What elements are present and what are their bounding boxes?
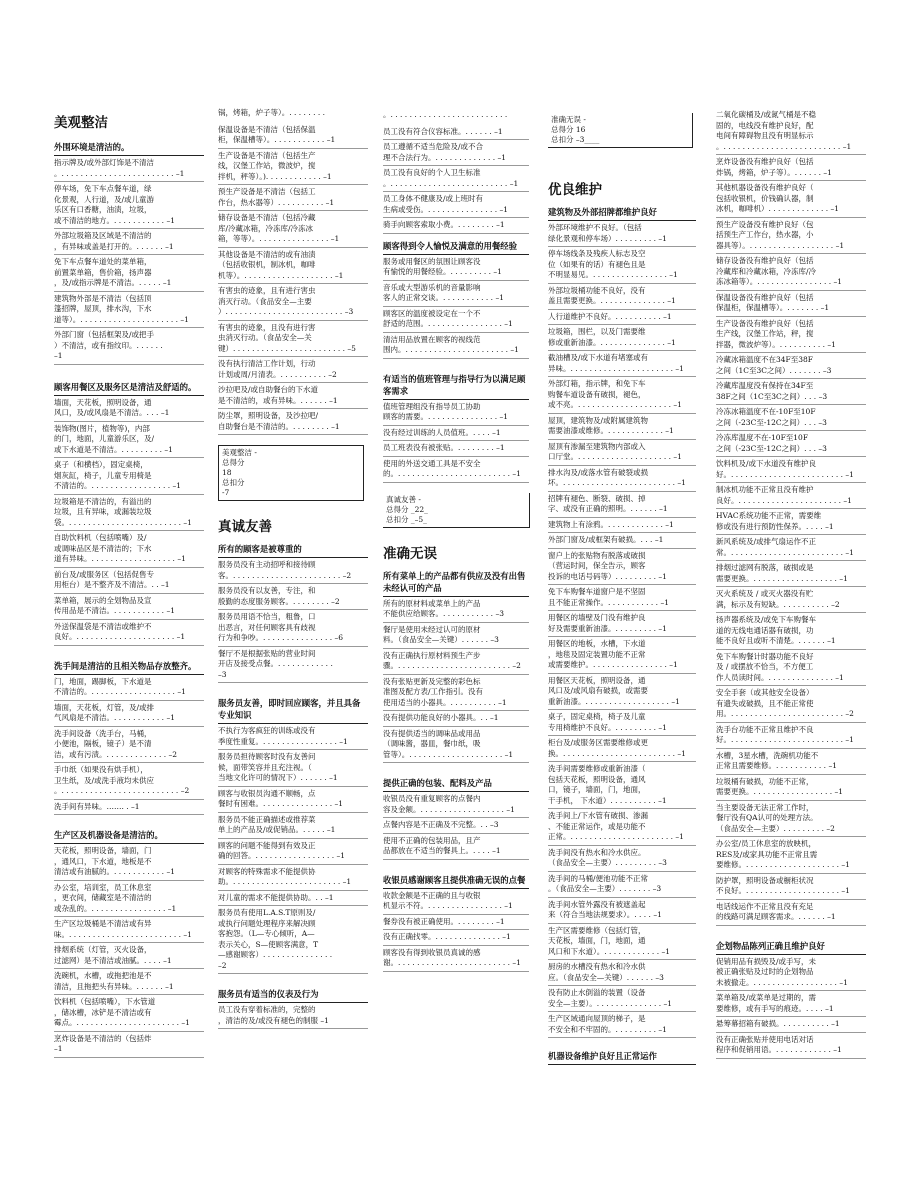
checklist-item: 顾客没有得到收银员真诚的感 谢。. . . . . . . . . . . . . . . . . . . . . . . . –1 — [383, 946, 529, 972]
subsection-heading: 企划物品陈列正确且维护良好 — [716, 940, 866, 955]
subsection-heading: 洗手间是清洁的且相关物品存放整齐。 — [54, 660, 204, 675]
subsection-heading: 所有菜单上的产品都有供应及没有出售未经认可的产品 — [383, 570, 529, 597]
checklist-item: 灭火系统及 / 或灭火器没有贮 满，标示及有短缺。. . . . . . . . . . –2 — [716, 587, 866, 613]
checklist-item: 没有张贴更新及完整的彩色标 准图及配方表/工作指引。没有 使用适当的小器具。. . . . . . . . . . –1 — [383, 675, 529, 712]
checklist-item: 人行道维护不良好。. . . . . . . . . . –1 — [548, 310, 696, 326]
checklist-item: 垃圾箱是不清洁的，有溢出的 垃圾，且有异味，或漏装垃圾 袋。. . . . . . . . . . . . . . . . . . . . . . . . –1 — [54, 495, 204, 532]
subsection-heading: 建筑物及外部招牌都维护良好 — [548, 206, 696, 221]
checklist-item: 使用不正确的包装用品，且产 品都放在不适当的餐具上。. . . . –1 — [383, 834, 529, 860]
checklist-item: 没有防止水倒溢的装置（设备 安全—主要）。. . . . . . . . . . . . . . –1 — [548, 986, 696, 1012]
column-4 — [548, 0, 696, 1065]
checklist-item: 冷藏库温度没有保持在34F至 38F之间（1C至3C之间）. . . –3 — [716, 379, 866, 405]
checklist-item: 洗手间有异味。……. . –1 — [54, 800, 204, 816]
item-list — [218, 1003, 368, 1029]
checklist-item: 生产区垃圾桶是不清洁或有异 味。. . . . . . . . . . . . . . . . . . . . . . . . –1 — [54, 917, 204, 943]
continued-text: 锅，烤箱，炉子等）。. . . . . . . . — [218, 108, 326, 117]
checklist-item: 防护罩，照明设备或橱柜状况 不良好。. . . . . . . . . . . . . . . . . . . . –1 — [716, 874, 866, 900]
item-list — [54, 844, 204, 1058]
item-list — [383, 792, 529, 860]
item-list — [383, 597, 529, 764]
checklist-item: 屋顶，建筑物及/或附属建筑物 需要油漆或维修。. . . . . . . . . . . . –1 — [548, 414, 696, 440]
checklist-item: 柜台及/或服务区需要维修或更 换。. . . . . . . . . . . . . . . . . . . . . . . . –1 — [548, 736, 696, 762]
checklist-item: 外部门窗及/或框架有破损。. . . –1 — [548, 533, 696, 549]
checklist-item: 排水沟及/或落水管有破裂或损 坏。. . . . . . . . . . . . . . . . . . . . . . . . –1 — [548, 466, 696, 492]
checklist-item: 外部灯箱，指示牌，和免下车 购餐车道设备有破损，褪色， 或不亮。. . . . . . . . . . . . . . . . . . . . –1 — [548, 377, 696, 414]
checklist-item: 洗手间水管外露没有被遮盖起 来（符合当地法规要求）。. . . . –1 — [548, 898, 696, 924]
checklist-item: 安全手套（或其他安全设备） 有遗失或破损，且不能正常使 用。. . . . . . . . . . . . . . . . . . . . . . . . –2 — [716, 686, 866, 723]
checklist-item: 餐厅不是根据张贴的营业时间 开店及接受点餐。. . . . . . . . . . . . –3 — [218, 647, 368, 684]
checklist-item: 免下车购餐计时器功能不良好 及 / 或摆放不恰当，不方便工 作人员读时间。. . . . . . . . . . . . . . –1 — [716, 650, 866, 687]
item-list — [383, 889, 529, 972]
checklist-item: 点餐内容是不正确及不完整。. . –3 — [383, 818, 529, 834]
checklist-item: 招牌有褪色、断裂、破损、掉 字、或没有正确的照明。. . . . . . –1 — [548, 492, 696, 518]
checklist-item: 垃圾箱，围栏，以及门需要维 修或重新油漆。. . . . . . . . . . . . . . –1 — [548, 325, 696, 351]
checklist-item: 对儿童的需求不能提供协助。. . –1 — [218, 891, 368, 907]
item-list — [54, 675, 204, 816]
checklist-item: 不执行为客疯狂的训练或没有 季度性重复。. . . . . . . . . . . . . . . . –1 — [218, 724, 368, 750]
section-title-appearance: 美观整洁 — [54, 115, 108, 131]
checklist-item: 没有正确张贴并使用电话对话 程序和促销用语。. . . . . . . . . . . . –1 — [716, 1033, 866, 1059]
checklist-item: 冷冻冰箱温度不在-10F至10F 之间（-23C至-12C之间）. . . –3 — [716, 405, 866, 431]
checklist-item: 免下车点餐车道处的菜单箱， 前置菜单箱，售价箱，扬声器 ，及/或指示牌是不清洁。. . . . . –1 — [54, 255, 204, 292]
checklist-item: 服务员没有主动招呼和接待顾 客。. . . . . . . . . . . . . . . . . . . . . . . –2 — [218, 558, 368, 584]
checklist-item: 使用的外送交通工具是不安全 的。. . . . . . . . . . . . . . . . . . . . . . . . –1 — [383, 457, 529, 483]
item-list — [218, 558, 368, 683]
column-3 — [383, 0, 529, 972]
checklist-item: 手巾纸（如果没有烘手机）， 卫生纸，及/或洗手液均未供应 。. . . . . . . . . . . . . . . . . . . . . . . . . –2 — [54, 763, 204, 800]
checklist-item: 前台及/或服务区（包括促售专 用柜台）是不整齐及不清洁。. . –1 — [54, 568, 204, 594]
checklist-item: 天花板，照明设备，墙面，门 ，通风口，下水道，地板是不 清洁或有油腻的。. . . . . . . . . . . –1 — [54, 844, 204, 881]
checklist-item: 其他机器设备没有维护良好（ 包括收银机，价钱确认器，制 冰机，咖啡机）. . . . . . . . . . . . . –1 — [716, 181, 866, 218]
checklist-item: 促销用品有损毁及/或手写，未 被正确张贴及过时的企划物品 未被撤走。. . . . . . . . . . . . . . . . . . –1 — [716, 955, 866, 992]
checklist-item: 收款金额是不正确的且与收银 机显示不符。. . . . . . . . . . . . . . . . –1 — [383, 889, 529, 915]
checklist-item: 指示牌及/或外部灯饰是不清洁 。. . . . . . . . . . . . . . . . . . . . . . . . –1 — [54, 156, 204, 182]
checklist-item: 电话线运作不正常且没有充足 的线路可满足顾客需求。. . . . . . –1 — [716, 900, 866, 926]
checklist-item: 值班管理组没有指导员工协助 顾客的需要。. . . . . . . . . . . . . . . –1 — [383, 400, 529, 426]
checklist-item: 洗手间设备（洗手台，马桶， 小便池，隔板，镜子）是不清 洁，或有污渍。. . . . . . . . . . . . . –2 — [54, 727, 204, 764]
checklist-item: 装饰物(图片，植物等)，内部 的门，地面，儿童游乐区，及/ 或下水道是不清洁。. . . . . . . . . –1 — [54, 422, 204, 459]
item-list — [54, 396, 204, 646]
score-box: 准确无误 - 总得分 16 总扣分 –3____ — [548, 113, 693, 148]
checklist-item: 顾客的问题不能得到有效及正 确的回答。. . . . . . . . . . . . . . . . . –1 — [218, 839, 368, 865]
checklist-item: 服务员没有以友善，专注，和 殷勤的态度服务顾客。. . . . . . . . –2 — [218, 584, 368, 610]
checklist-item: 保温设备是不清洁（包括保温 柜，保温槽等）。. . . . . . . . . . . –1 — [218, 123, 368, 149]
checklist-item: 骑手向顾客索取小费。. . . . . . . . –1 — [383, 218, 529, 234]
checklist-item: 服务员有使用L.A.S.T原则及/ 或执行问题处理程序来解决顾 客抱怨。（L—专心倾听，A— 表示关心，S—使顾客满意，T —感谢顾客）. . . . . . . . . . . . . . . –2 — [218, 906, 368, 974]
checklist-item: 洗手间需要维修或重新油漆（ 包括天花板，照明设备，通风 口，镜子，墙面，门，地面， 干手机， 下水道）. . . . . . . . . . –1 — [548, 762, 696, 809]
checklist-item: 门，地面，踢脚板，下水道是 不清洁的。. . . . . . . . . . . . . . . . . . –1 — [54, 675, 204, 701]
subsection-heading: 外围环境是清洁的。 — [54, 141, 204, 156]
checklist-item: 冷冻库温度不在-10F至10F 之间（-23C至-12C之间）. . . –3 — [716, 431, 866, 457]
checklist-item: 生产区需要维修（包括灯管， 天花板，墙面，门，地面，通 风口和下水道）。. . . . . . . . . . . . –1 — [548, 924, 696, 961]
section-title-friendly: 真诚友善 — [218, 519, 272, 535]
checklist-item: 洗手间没有热水和冷水供应。 （食品安全—主要）. . . . . . . . . –3 — [548, 846, 696, 872]
checklist-item: 预生产设备没有维护良好（包 括预生产工作台，热水器，小 器具等）。. . . . . . . . . . . . . . . . . . –1 — [716, 218, 866, 255]
subsection-heading: 顾客得到令人愉悦及满意的用餐经验 — [383, 240, 529, 255]
item-list — [218, 123, 368, 436]
checklist-item: 垃圾桶有破损，功能不正常， 需要更换。. . . . . . . . . . . . . . . . . –1 — [716, 775, 866, 801]
subsection-heading: 机器设备维护良好且正常运作 — [548, 1050, 696, 1065]
checklist-item: 建筑物外部是不清洁（包括顶 篷招牌，屋顶，排水沟，下水 道等）。. . . . . . . . . . . . . . . . . . . . . –1 — [54, 292, 204, 329]
checklist-item: 员工遵循不适当危险及/或不合 理不合法行为。. . . . . . . . . . . . . –1 — [383, 140, 529, 166]
checklist-item: 顾客与收银员沟通不顺畅，点 餐时有困难。. . . . . . . . . . . . . . . –1 — [218, 787, 368, 813]
checklist-item: 外部门窗（包括框架及/或把手 ）不清洁，或有指纹印。. . . . . . –1 — [54, 328, 204, 365]
subsection-heading: 服务员友善，即时回应顾客，并且具备专业知识 — [218, 697, 368, 724]
checklist-item: 建筑物上有涂鸦。. . . . . . . . . . . . –1 — [548, 518, 696, 534]
checklist-item: 用餐区的墙壁及门没有维护良 好及需要重新油漆。. . . . . . . . . –1 — [548, 611, 696, 637]
item-list — [383, 255, 529, 359]
score-box: 真诚友善 - 总得分 _22_ 总扣分 _–5_ — [383, 493, 530, 528]
subsection-heading: 有适当的值班管理与指导行为以满足顾客需求 — [383, 373, 529, 400]
checklist-item: 有害虫的迹象，且没有进行害 虫消灭行动。（食品安全—关 键）. . . . . . . . . . . . . . . . . . . . . . . . –5 — [218, 321, 368, 358]
section-title-accuracy: 准确无误 — [383, 545, 437, 562]
checklist-item: 其他设备是不清洁的或有油渍 （包括收银机，制冰机，咖啡 机等）。. . . . . . . . . . . . . . . . . . . –1 — [218, 248, 368, 285]
checklist-item: 没有正确执行原材料预生产步 骤。. . . . . . . . . . . . . . . . . . . . . . . . –2 — [383, 649, 529, 675]
checklist-item: 洗手间上/下水管有破损、渗漏 、不能正常运作，或是功能不 正常。. . . . . . . . . . . . . . . . . . . . . . –1 — [548, 809, 696, 846]
checklist-item: 储存设备是不清洁（包括冷藏 库/冷藏冰箱，冷冻库/冷冻冰 箱，等等）。. . . . . . . . . . . . . . . –1 — [218, 211, 368, 248]
item-list — [54, 156, 204, 365]
checklist-item: 餐券没有被正确使用。. . . . . . . . –1 — [383, 915, 529, 931]
checklist-item: 保温设备没有维护良好（包括 保温柜，保温槽等）。. . . . . . . –1 — [716, 291, 866, 317]
checklist-item: 储存设备没有维护良好（包括 冷藏库和冷藏冰箱，冷冻库/冷 冻冰箱等）。. . . . . . . . . . . . . . . . –1 — [716, 254, 866, 291]
item-list — [383, 400, 529, 483]
item-list — [716, 955, 866, 1059]
checklist-item: 办公室，培训室，员工休息室 ，更衣间，储藏室是不清洁的 或杂乱的。. . . . . . . . . . . . . . . . –1 — [54, 881, 204, 918]
checklist-item: 饮料机及/或下水道没有维护良 好。. . . . . . . . . . . . . . . . . . . . . . . . –1 — [716, 457, 866, 483]
checklist-item: 办公室/员工休息室的放映机， RES及/或家具功能不正常且需 要维修。. . . . . . . . . . . . . . . . . . . . –1 — [716, 837, 866, 874]
column-5 — [716, 0, 866, 1059]
checklist-item: 没有执行清洁工作计划，行动 计划或周/月清表。. . . . . . . . . . –2 — [218, 357, 368, 383]
subsection-heading: 服务员有适当的仪表及行为 — [218, 988, 368, 1003]
item-list — [383, 125, 529, 234]
item-list — [218, 724, 368, 974]
checklist-item: 外部垃圾桶功能不良好，没有 盖且需要更换。. . . . . . . . . . . . . . –1 — [548, 284, 696, 310]
checklist-item: 厨房的水槽没有热水和冷水供 应。（食品安全—关键）. . . . . . –3 — [548, 960, 696, 986]
checklist-item: 窗户上的张贴物有脱落或破损 （营运时间，保全告示，顾客 投诉的电话号码等）. . . . . . . . . –1 — [548, 549, 696, 586]
section-title-maintenance: 优良维护 — [548, 182, 602, 198]
checklist-item: 冷藏冰箱温度不在34F至38F 之间（1C至3C之间）. . . . . . . –3 — [716, 353, 866, 379]
checklist-item: 用餐区的地板，水槽，下水道 ，地毯及固定装置功能不正常 或需要维护。. . . . . . . . . . . . . . . . –1 — [548, 637, 696, 674]
subsection-heading: 顾客用餐区及服务区是清洁及舒适的。 — [54, 381, 204, 396]
checklist-item: 服务员用语不恰当，粗鲁，口 出恶言，对任何顾客具有歧视 行为和争吵。. . . . . . . . . . . . . . . –6 — [218, 610, 368, 647]
checklist-item: 二氧化碳桶及/或氮气桶是不稳 固的，电线没有维护良好，配 电间有障碍物且没有明显标示 。. . . . . . . . . . . . . . . . . . . . . . . . . –1 — [716, 108, 866, 155]
checklist-item: 没有经过训练的人员值班。. . . . –1 — [383, 426, 529, 442]
checklist-item: 外送保温袋是不清洁或维护不 良好。. . . . . . . . . . . . . . . . . . . . . –1 — [54, 620, 204, 646]
checklist-item: HVAC系统功能不正常，需要维 修或没有进行预防性保养。. . . . –1 — [716, 509, 866, 535]
checklist-item: 烹炸设备是不清洁的（包括炸 –1 — [54, 1032, 204, 1058]
checklist-item: 屋顶有渗漏至建筑物内部或入 口厅堂。. . . . . . . . . . . . . . . . . . . . –1 — [548, 440, 696, 466]
checklist-item: 悬筹幕招箱有破损。. . . . . . . . . . –1 — [716, 1017, 866, 1033]
checklist-item: 有害虫的迹象，且有进行害虫 消灭行动。（食品安全—主要 ）. . . . . . . . . . . . . . . . . . . . . . . . . –3 — [218, 284, 368, 321]
checklist-item: 服务或用餐区的氛围让顾客没 有愉悦的用餐经验。. . . . . . . . . –1 — [383, 255, 529, 281]
checklist-item: 截油槽及/或下水道有堵塞或有 异味。. . . . . . . . . . . . . . . . . . . . . . –1 — [548, 351, 696, 377]
checklist-item: 收银员没有重复顾客的点餐内 容及金额。. . . . . . . . . . . . . . . . . . –1 — [383, 792, 529, 818]
subsection-heading: 生产区及机器设备是清洁的。 — [54, 829, 204, 844]
checklist-item: 洗手台功能不正常且维护不良 好。. . . . . . . . . . . . . . . . . . . . . . . . –1 — [716, 723, 866, 749]
checklist-item: 停车场，免下车点餐车道，绿 化景观，人行道，及/或儿童游 乐区有口香糖，油渍，垃圾， 或不清洁的地方。. . . . . . . . . . . –1 — [54, 182, 204, 229]
checklist-item: 对顾客的特殊需求不能提供协 助。. . . . . . . . . . . . . . . . . . . . . . . –1 — [218, 865, 368, 891]
checklist-item: 所有的原材料或菜单上的产品 不能供应给顾客。. . . . . . . . . . . –3 — [383, 597, 529, 623]
checklist-item: 生产设备是不清洁（包括生产 线，汉堡工作站，微波炉，搅 拌机，秤等）。). . . . . . . . . . . . –1 — [218, 149, 368, 186]
checklist-item: 墙面，天花板，照明设备，通 风口，及/或风扇是不清洁。. . . –1 — [54, 396, 204, 422]
checklist-item: 排烟过滤网有脱落，破损或是 需要更换。. . . . . . . . . . . . . . . . . . –1 — [716, 561, 866, 587]
score-box: 美观整洁 - 总得分 18 总扣分 -7 — [218, 445, 364, 501]
checklist-item: 菜单箱，展示的全划物品及宣 传用品是不清洁。. . . . . . . . . . . –1 — [54, 594, 204, 620]
checklist-item: 员工身体不健康及/或上班时有 生病或受伤。. . . . . . . . . . . . . . . –1 — [383, 192, 529, 218]
checklist-item: 烹炸设备没有维护良好（包括 炸锅，烤箱，炉子等）。. . . . . . –1 — [716, 155, 866, 181]
checklist-item: 外部垃圾箱及区域是不清洁的 ，有异味或盖是打开的。. . . . . . –1 — [54, 229, 204, 255]
checklist-item: 菜单箱及/或菜单是过期的，需 要维修，或有手写的痕迹。. . . . –1 — [716, 991, 866, 1017]
continued-text: 。. . . . . . . . . . . . . . . . . . . . . . . . . — [383, 110, 508, 119]
checklist-item: 清洁用品放置在顾客的视线范 围内。. . . . . . . . . . . . . . . . . . . . . . –1 — [383, 333, 529, 359]
checklist-item: 预生产设备是不清洁（包括工 作台，热水器等）. . . . . . . . . . –1 — [218, 185, 368, 211]
checklist-item: 水槽，3星水槽，洗碗机功能不 正常且需要维修。. . . . . . . . . . . –1 — [716, 749, 866, 775]
checklist-item: 防尘罩，照明设备，及沙拉吧/ 自助餐台是不清洁的。. . . . . . . . –1 — [218, 409, 368, 435]
checklist-item: 用餐区天花板，照明设备，通 风口及/或风扇有破损，或需要 重新油漆。. . . . . . . . . . . . . . . . . . –1 — [548, 674, 696, 711]
checklist-item: 饮料机（包括喷嘴），下水管道 ，储冰槽，冰铲是不清洁或有 霉点。. . . . . . . . . . . . . . . . . . . . . . –1 — [54, 995, 204, 1032]
checklist-item: 音乐或大型游乐机的音量影响 客人的正常交谈。. . . . . . . . . . . –1 — [383, 281, 529, 307]
checklist-item: 自助饮料机（包括喷嘴）及/ 或调味品区是不清洁的；下水 道有异味。. . . . . . . . . . . . . . . . . . –1 — [54, 531, 204, 568]
checklist-item: 员工没有良好的个人卫生标准 。. . . . . . . . . . . . . . . . . . . . . . . . . –1 — [383, 166, 529, 192]
checklist-item: 没有提供适当的调味品或用品 （调味酱，器皿，餐巾纸，吸 管等）。. . . . . . . . . . . . . . . . . . . . –1 — [383, 727, 529, 764]
checklist-item: 洗碗机，水槽，或拖把池是不 清洁，且拖把头有异味。. . . . . . –1 — [54, 969, 204, 995]
column-1 — [54, 0, 204, 1058]
checklist-item: 生产设备没有维护良好（包括 生产线，汉堡工作站，秤，搅 拌器，微波炉等）。. . . . . . . . . . –1 — [716, 317, 866, 354]
checklist-item: 服务员担待顾客时没有友善问 候，面带笑容并且充注视。（ 当地文化许可的情况下）. . . . . . –1 — [218, 750, 368, 787]
checklist-item: 免下车购餐车道窗户是不坚固 且不能正常操作。. . . . . . . . . . . –1 — [548, 585, 696, 611]
checklist-item: 生产区域通向屋顶的梯子，是 不安全和不牢固的。. . . . . . . . . –1 — [548, 1012, 696, 1038]
checklist-item: 餐厅是使用未经过认可的原材 料。（食品安全—关键）. . . . . . –3 — [383, 623, 529, 649]
checklist-item: 制冰机功能不正常且没有维护 良好。. . . . . . . . . . . . . . . . . . . . . . –1 — [716, 483, 866, 509]
checklist-item: 沙拉吧及/或自助餐台的下水道 是不清洁的，或有异味。. . . . . . –1 — [218, 383, 368, 409]
checklist-item: 服务员不能正确描述或推荐菜 单上的产品及/或促销品。. . . . . –1 — [218, 813, 368, 839]
checklist-item: 没有正确找零。. . . . . . . . . . . . . . –1 — [383, 930, 529, 946]
checklist-item: 员工班表没有被张贴。. . . . . . . . –1 — [383, 441, 529, 457]
subsection-heading: 提供正确的包装、配料及产品 — [383, 777, 529, 792]
checklist-item: 员工没有符合仪容标准。. . . . . . –1 — [383, 125, 529, 141]
checklist-item: 新风系统及/或排气扇运作不正 常。. . . . . . . . . . . . . . . . . . . . . . . . –1 — [716, 535, 866, 561]
item-list — [716, 108, 866, 926]
item-list — [548, 221, 696, 1038]
checklist-item: 墙面，天花板，灯管，及/或排 气风扇是不清洁。. . . . . . . . . . . –1 — [54, 701, 204, 727]
column-2 — [218, 0, 368, 1029]
checklist-item: 停车场线条及残疾人标志及空 位（如果有的话）有褪色且是 不明显易见。. . . . . . . . . . . . . . . . –1 — [548, 247, 696, 284]
checklist-item: 桌子，固定桌椅，椅子及儿童 专用椅维护不良好。. . . . . . . . . –1 — [548, 710, 696, 736]
checklist-item: 当主要设备无法正常工作时， 餐厅没有QA认可的处理方法。 （食品安全—主要）. . . . . . . . . –2 — [716, 801, 866, 838]
checklist-item: 外部环境维护不良好。（包括 绿化景观和停车场）. . . . . . . . . –1 — [548, 221, 696, 247]
checklist-item: 桌子（和横档），固定桌椅， 烟灰缸，椅子，儿童专用椅是 不清洁的。. . . . . . . . . . . . . . . . . –1 — [54, 458, 204, 495]
checklist-item: 员工没有穿着标准的，完整的 ，清洁的及/或没有褪色的制服 –1 — [218, 1003, 368, 1029]
subsection-heading: 收银员感谢顾客且提供准确无误的点餐 — [383, 874, 529, 889]
subsection-heading: 所有的顾客是被尊重的 — [218, 543, 368, 558]
checklist-item: 顾客区的温度被设定在一个不 舒适的范围。. . . . . . . . . . . . . . . . –1 — [383, 307, 529, 333]
checklist-item: 没有提供功能良好的小器具。. . –1 — [383, 711, 529, 727]
checklist-item: 扬声器系统及/或免下车购餐车 道的无线电通话器有破损，功 能不良好且或听不清楚。. . . . . . –1 — [716, 613, 866, 650]
checklist-item: 洗手间的马桶/便池功能不正常 。（食品安全—主要）. . . . . . . –3 — [548, 872, 696, 898]
checklist-item: 排烟系统（灯管，灭火设备， 过滤网）是不清洁或油腻。. . . . –1 — [54, 943, 204, 969]
